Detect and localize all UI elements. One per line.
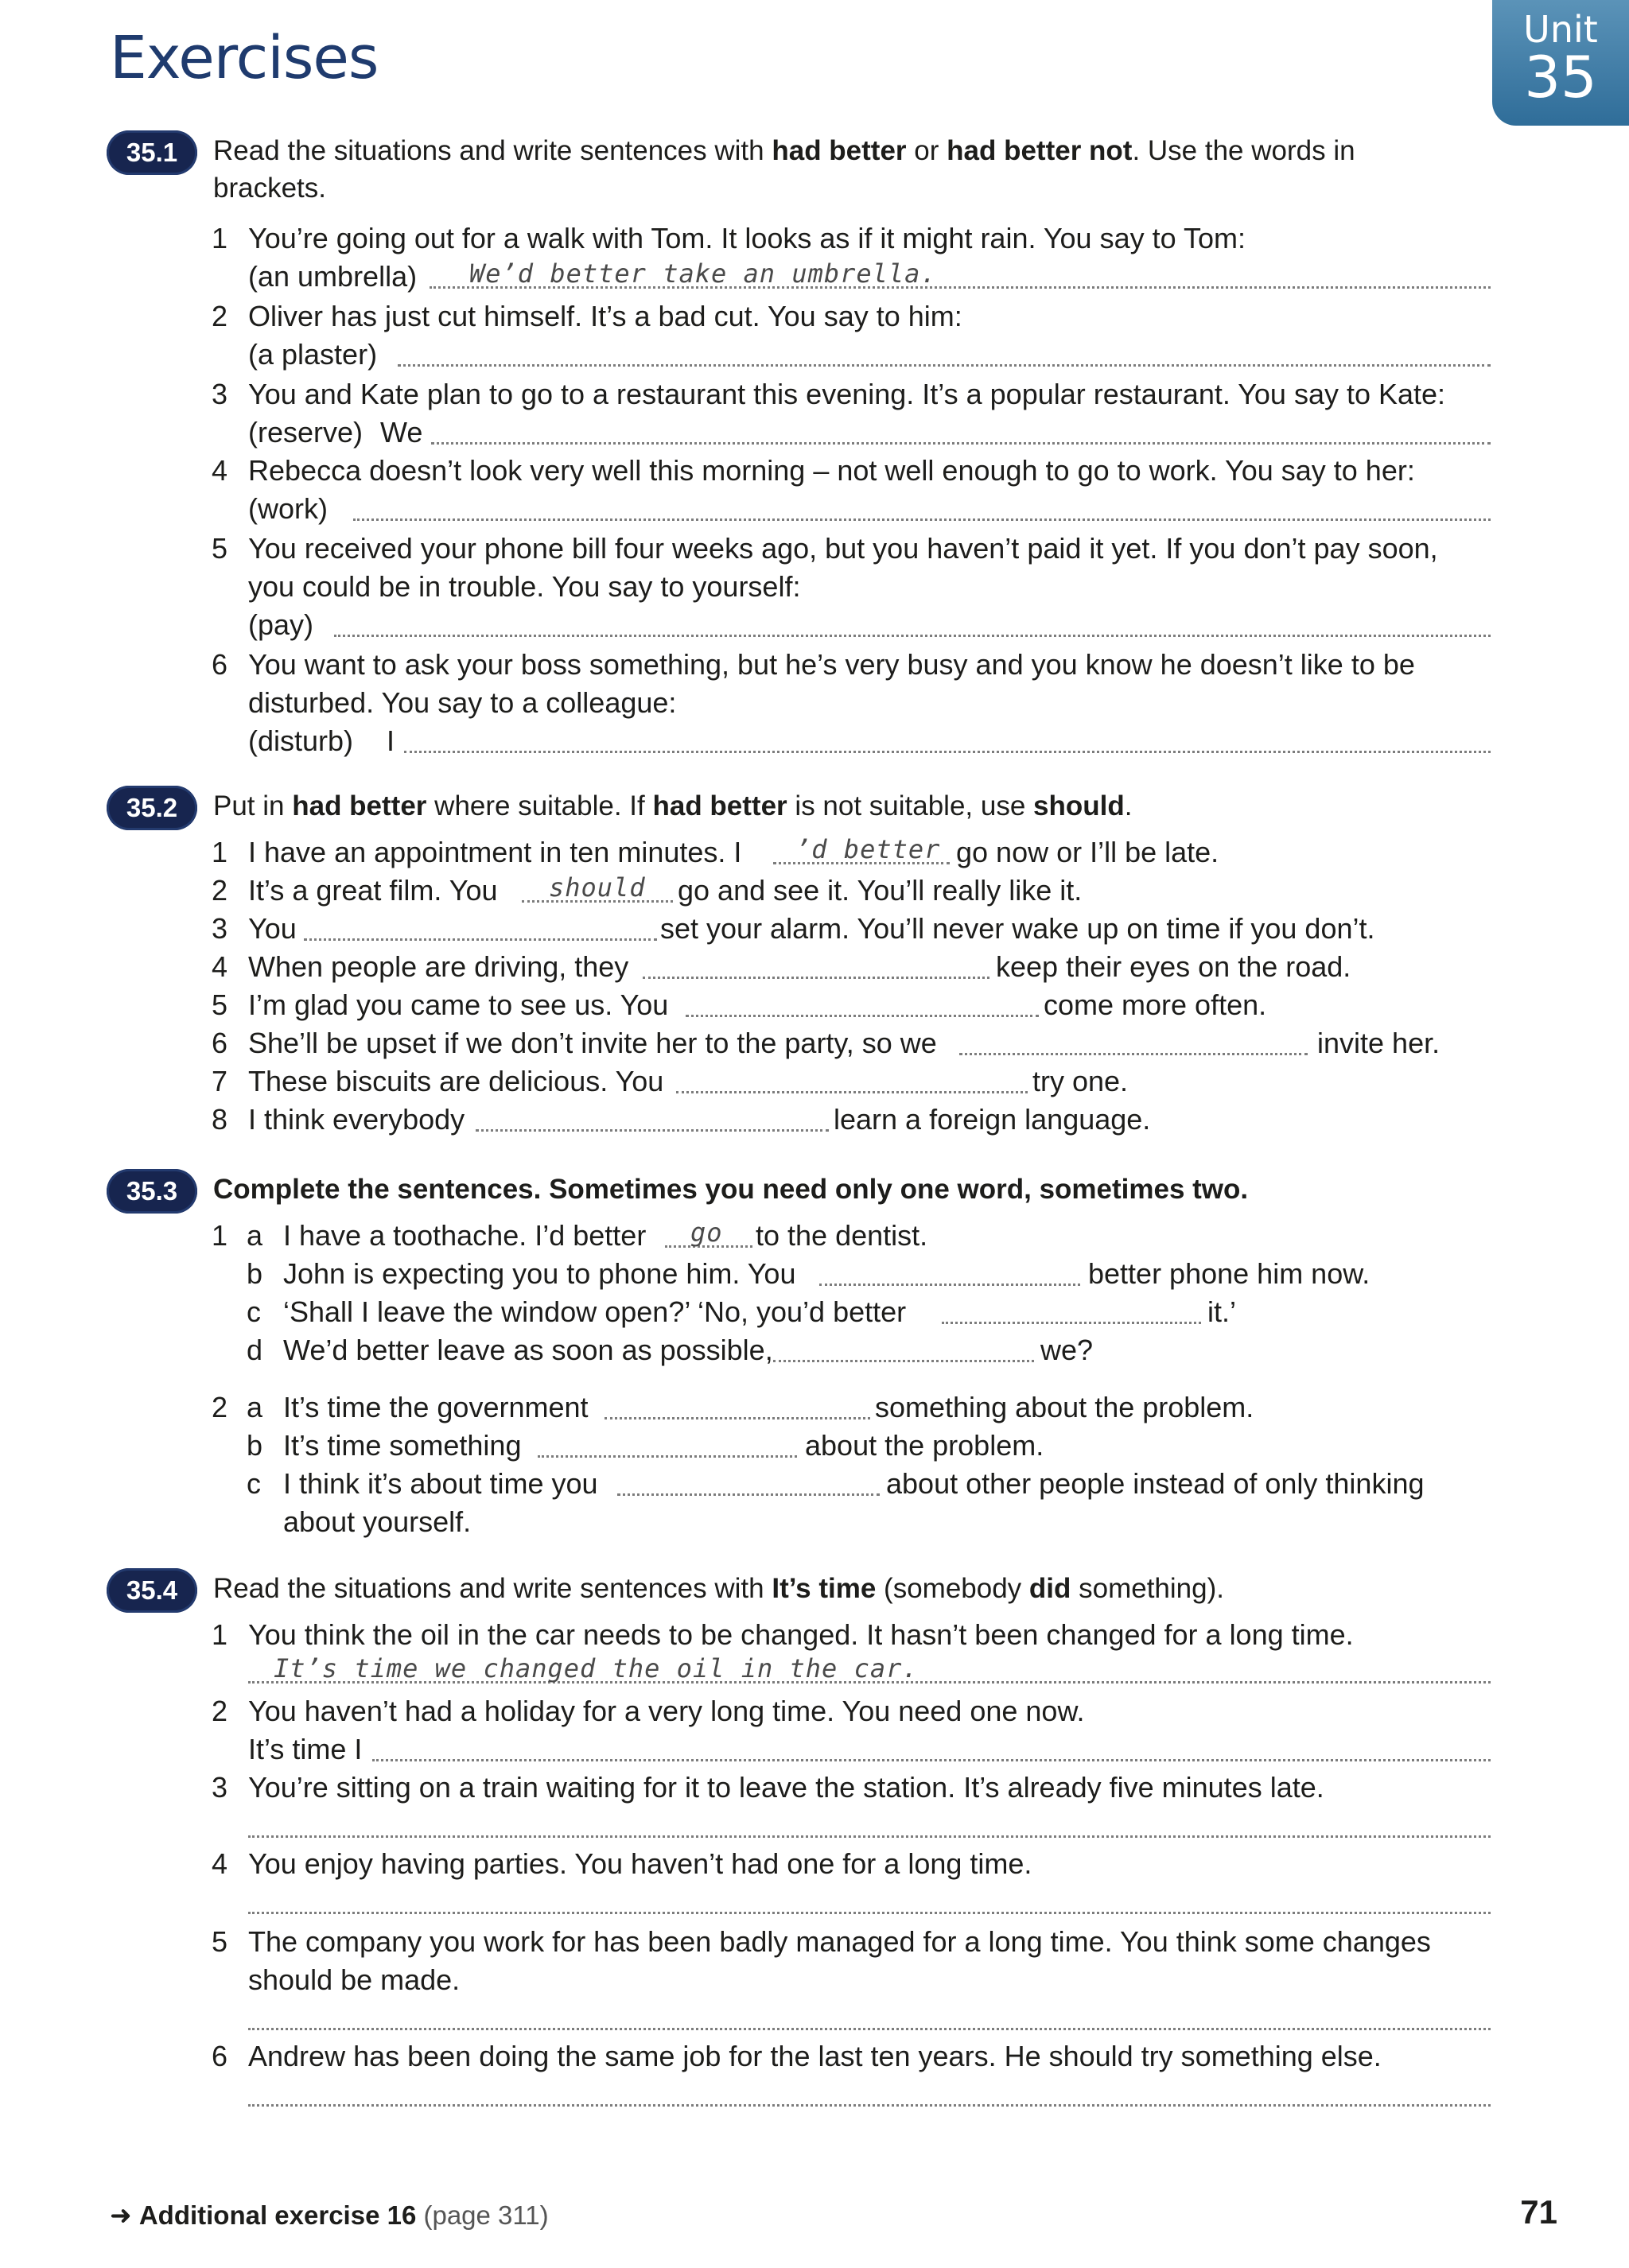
- exercise-instruction: Complete the sentences. Sometimes you need only one word, sometimes two.: [213, 1174, 1249, 1205]
- exercise-badge: 35.1: [107, 130, 197, 175]
- additional-exercise-label: Additional exercise 16: [138, 2200, 417, 2230]
- exercise-badge: 35.3: [107, 1169, 197, 1214]
- page-reference: (page 311): [423, 2200, 549, 2230]
- handwritten-answer: go: [690, 1217, 723, 1248]
- answer-blank[interactable]: [353, 518, 1491, 521]
- exercise-instruction: Read the situations and write sentences with had better or had better not. Use the words in brackets.: [213, 135, 1355, 204]
- answer-blank[interactable]: [643, 977, 989, 979]
- additional-exercise-link[interactable]: [110, 2200, 549, 2231]
- answer-blank[interactable]: [476, 1129, 829, 1132]
- handwritten-answer: We’d better take an umbrella.: [469, 258, 937, 289]
- handwritten-answer: ’d better: [795, 834, 941, 864]
- answer-blank[interactable]: [617, 1493, 880, 1496]
- page-number: 71: [1520, 2193, 1557, 2231]
- answer-blank[interactable]: [773, 1360, 1034, 1362]
- answer-blank[interactable]: [304, 938, 657, 941]
- answer-blank[interactable]: [942, 1322, 1201, 1324]
- answer-blank[interactable]: [538, 1455, 797, 1458]
- exercise-instruction: Put in had better where suitable. If had better is not suitable, use should.: [213, 790, 1133, 821]
- unit-tab: [1492, 0, 1629, 126]
- page-title: Exercises: [110, 24, 379, 92]
- answer-blank[interactable]: [605, 1417, 870, 1419]
- handwritten-answer: should: [549, 872, 646, 903]
- arrow-right-icon: ➜: [110, 2200, 132, 2230]
- answer-blank[interactable]: [676, 1091, 1028, 1093]
- answer-blank[interactable]: [398, 364, 1491, 367]
- handwritten-answer: It’s time we changed the oil in the car.: [274, 1653, 919, 1684]
- unit-number: 35: [1524, 44, 1597, 111]
- answer-blank[interactable]: [372, 1759, 1491, 1761]
- answer-blank[interactable]: [819, 1284, 1080, 1286]
- exercise-35-1-header: [0, 129, 1629, 208]
- answer-blank[interactable]: [959, 1053, 1308, 1055]
- answer-blank[interactable]: [404, 751, 1491, 753]
- answer-blank[interactable]: [686, 1015, 1039, 1017]
- exercise-instruction: Read the situations and write sentences with It’s time (somebody did something).: [213, 1573, 1224, 1604]
- answer-blank[interactable]: [248, 2028, 1491, 2030]
- answer-blank[interactable]: [248, 1835, 1491, 1838]
- answer-blank[interactable]: [431, 442, 1491, 445]
- exercise-badge: 35.2: [107, 786, 197, 830]
- answer-blank[interactable]: [334, 635, 1491, 637]
- exercise-badge: 35.4: [107, 1568, 197, 1613]
- unit-label: Unit: [1523, 8, 1598, 51]
- answer-blank[interactable]: [248, 1912, 1491, 1914]
- answer-blank[interactable]: [248, 2104, 1491, 2107]
